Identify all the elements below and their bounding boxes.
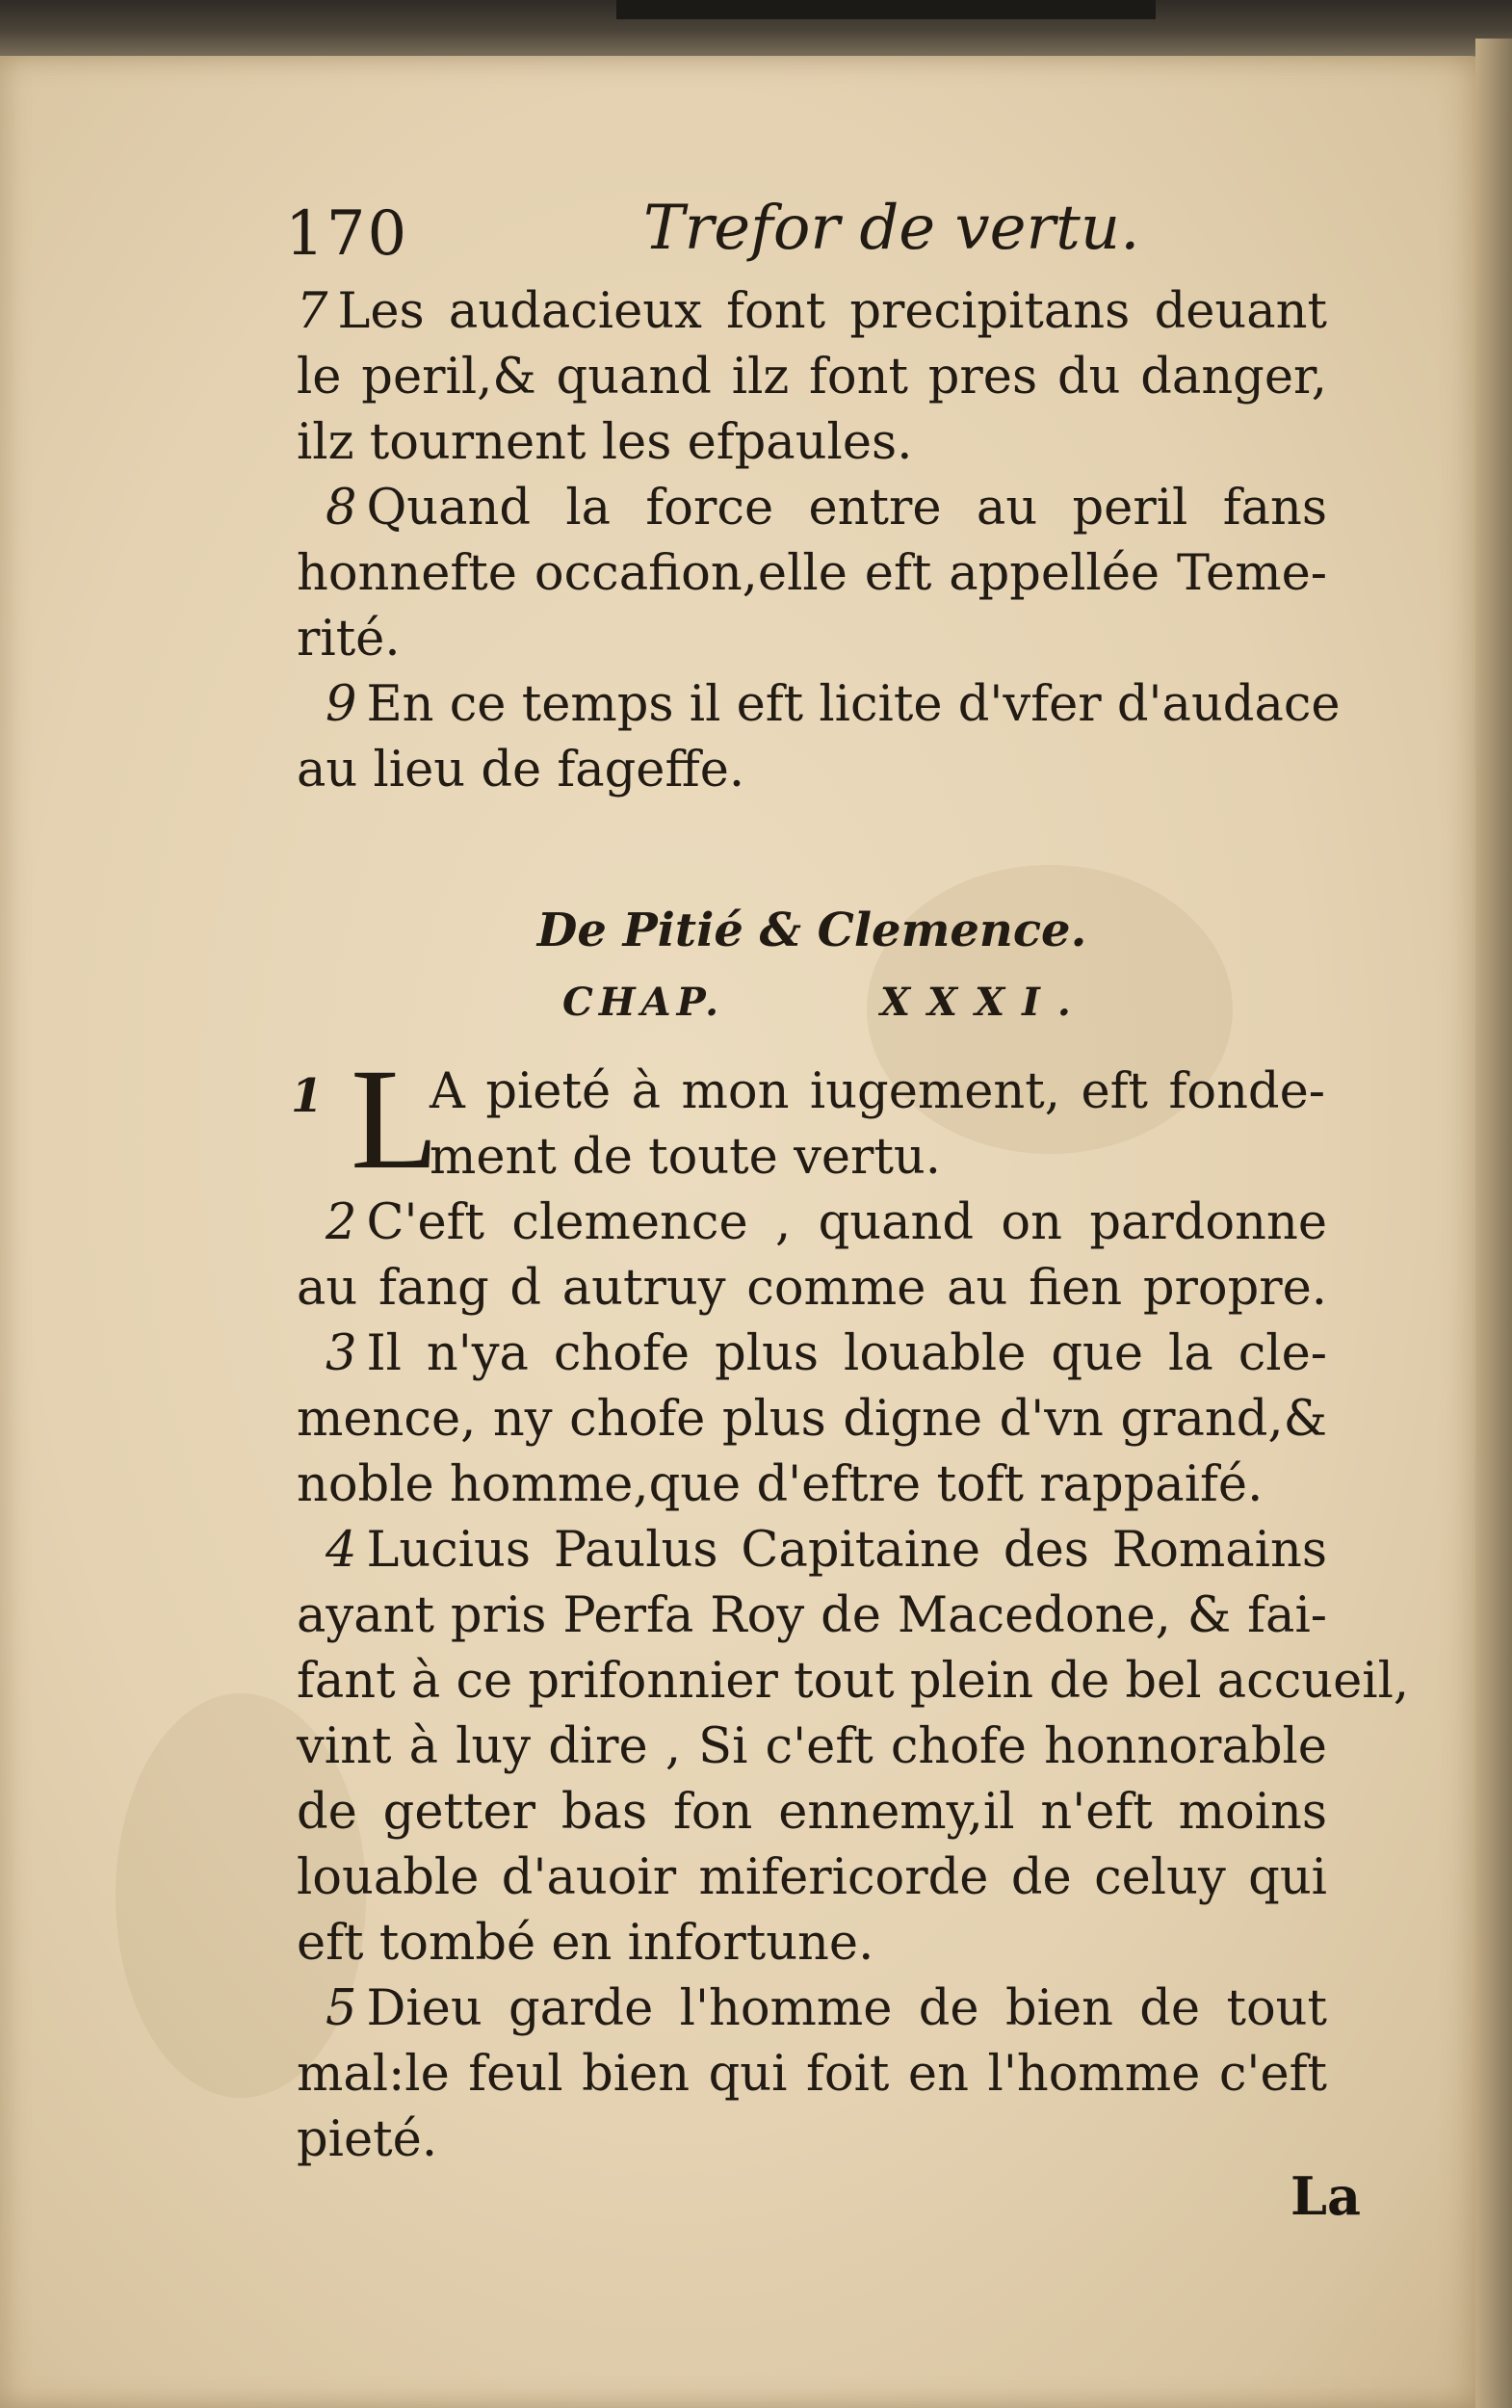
text-line	[297, 1518, 1327, 1584]
catchword: La	[1290, 2165, 1361, 2227]
section-audace	[297, 279, 1341, 803]
line-text: mence, ny chofe plus digne d'vn grand,&	[297, 1391, 1327, 1448]
line-text: pieté.	[297, 2111, 438, 2168]
line-text: C'eft clemence , quand on pardonne	[366, 1194, 1327, 1251]
line-text: Lucius Paulus Capitaine des Romains	[366, 1522, 1327, 1579]
line-text: Il n'ya chofe plus louable que la cle-	[366, 1325, 1327, 1382]
line-text: au lieu de fageffe.	[297, 742, 745, 798]
page-number: 170	[285, 198, 409, 270]
running-title: Trefor de vertu.	[643, 193, 1140, 264]
line-text: Quand la force entre au peril fans	[366, 480, 1327, 537]
text-line: ment de toute vertu.	[430, 1129, 941, 1186]
chapter-title: De Pitié & Clemence.	[536, 903, 1087, 957]
item-number: 7	[297, 283, 328, 340]
line-text: ilz tournent les efpaules.	[297, 414, 913, 471]
item-number: 2	[326, 1194, 357, 1251]
line-text: eft tombé en infortune.	[297, 1915, 874, 1972]
item-number: 8	[326, 480, 357, 537]
item-number: 4	[326, 1522, 357, 1579]
line-text: honnefte occafion,elle eft appellée Teme-	[297, 545, 1327, 602]
item-number: 9	[326, 676, 357, 733]
text-line	[297, 279, 1327, 345]
text-line	[297, 1714, 1327, 1780]
text-line	[297, 541, 1327, 607]
drop-cap: L	[351, 1039, 439, 1199]
line-text: Les audacieux font precipitans deuant	[337, 283, 1327, 340]
text-line	[297, 1191, 1327, 1256]
line-text: noble homme,que d'eftre toft rappaifé.	[297, 1456, 1264, 1513]
text-block	[285, 193, 1410, 2173]
line-text: Dieu garde l'homme de bien de tout	[366, 1980, 1327, 2037]
text-line	[297, 1256, 1327, 1322]
page-right-edge	[1475, 39, 1512, 2408]
text-line	[297, 672, 1341, 738]
running-head	[285, 193, 1337, 279]
line-text: En ce temps il eft licite d'vfer d'audace	[366, 676, 1341, 733]
line-text: louable d'auoir mifericorde de celuy qui	[297, 1849, 1327, 1906]
text-line	[297, 1780, 1327, 1845]
text-line	[297, 1911, 1327, 1976]
text-line	[297, 1649, 1410, 1714]
section-pitie	[297, 1191, 1410, 2173]
line-text: ayant pris Perfa Roy de Macedone, & fai-	[297, 1587, 1327, 1644]
text-line	[297, 1387, 1327, 1453]
text-line	[297, 2107, 1327, 2173]
text-line	[297, 345, 1327, 410]
text-line	[297, 1845, 1327, 1911]
line-text: mal:le feul bien qui foit en l'homme c'eft	[297, 2046, 1327, 2103]
text-line	[297, 476, 1327, 541]
text-line	[297, 738, 1327, 803]
line-text: le peril,& quand ilz font pres du danger,	[297, 349, 1327, 406]
binding-shadow	[616, 0, 1156, 19]
line-text: fant à ce prifonnier tout plein de bel accueil,	[297, 1653, 1410, 1710]
text-line	[297, 607, 1327, 672]
line-text: vint à luy dire , Si c'eft chofe honnorable	[297, 1718, 1327, 1775]
text-line: A pieté à mon iugement, eft fonde-	[430, 1063, 1325, 1120]
chapter-word: CHAP.	[562, 980, 725, 1025]
chapter-label	[297, 965, 1327, 1040]
text-line	[297, 2042, 1327, 2107]
item-number: 5	[326, 1980, 357, 2037]
first-paragraph	[291, 1039, 1337, 1199]
line-text: rité.	[297, 611, 401, 667]
text-line	[297, 410, 1327, 476]
line-text: de getter bas fon ennemy,il n'eft moins	[297, 1784, 1327, 1841]
item-number: 1	[291, 1069, 324, 1123]
line-text: au fang d autruy comme au fien propre.	[297, 1260, 1327, 1317]
text-line	[297, 1976, 1327, 2042]
chapter-number: XXXI.	[880, 980, 1088, 1025]
item-number: 3	[326, 1325, 357, 1382]
text-line	[297, 1453, 1327, 1518]
section-gap	[297, 803, 1337, 896]
text-line	[297, 1322, 1327, 1387]
text-line	[297, 1584, 1327, 1649]
